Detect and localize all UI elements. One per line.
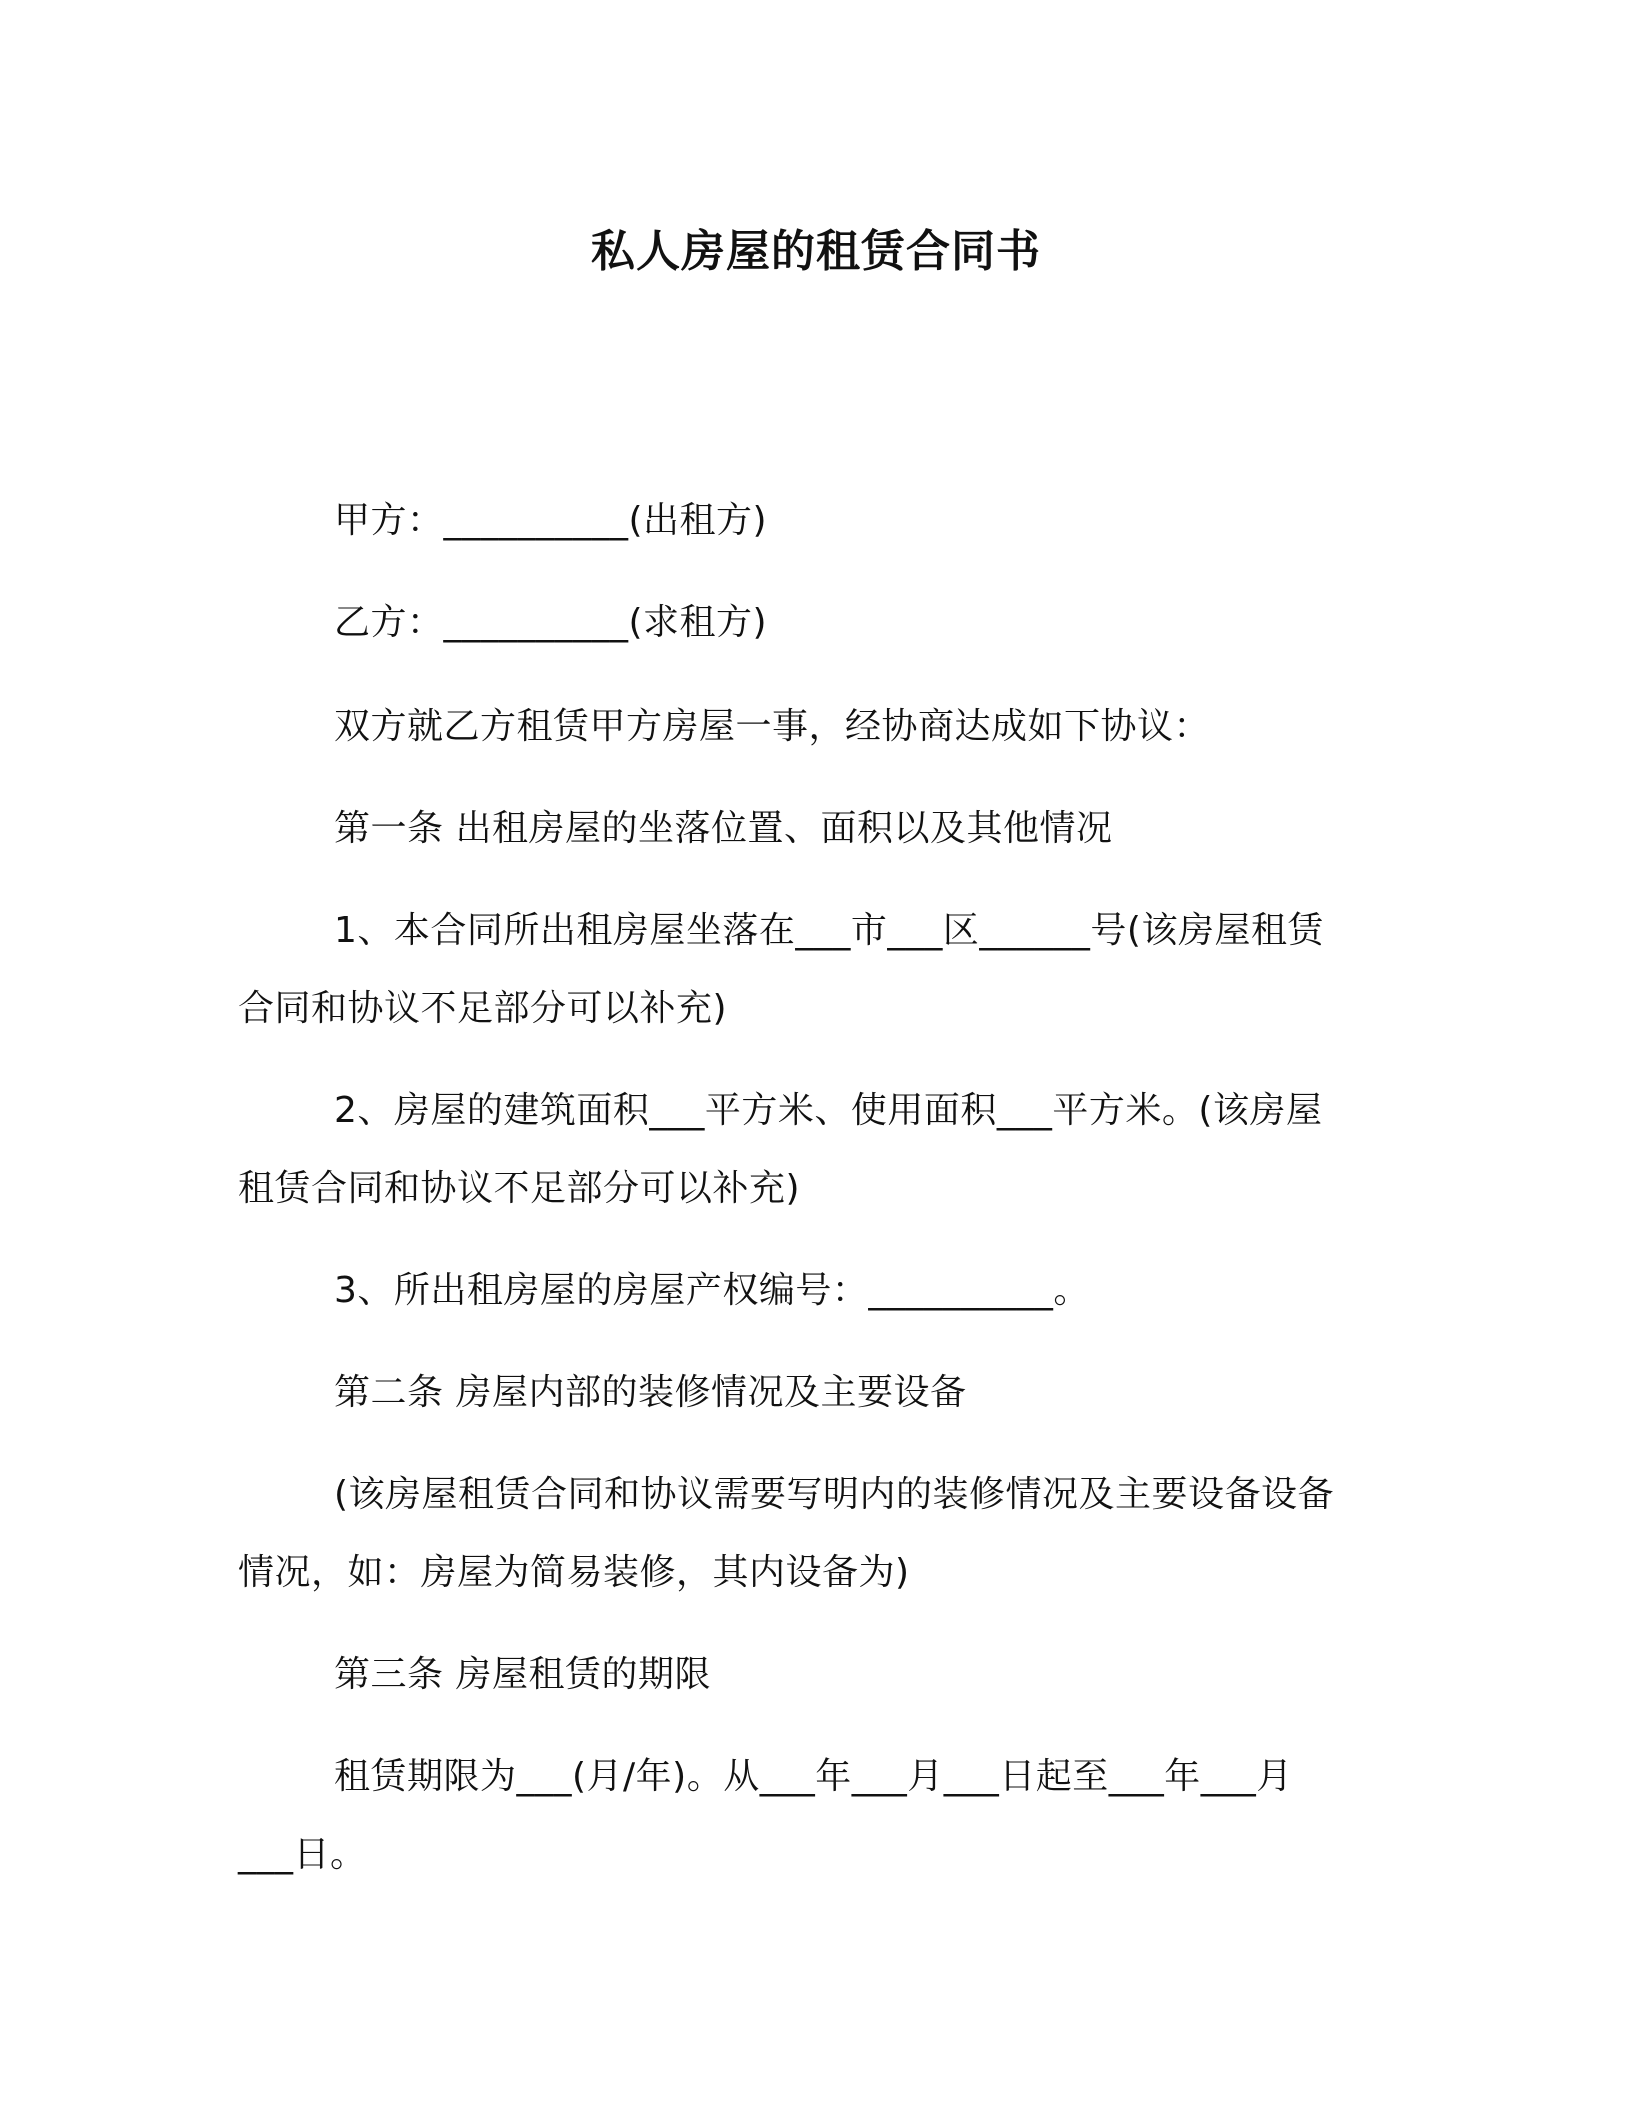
article1-item2-line1: 2、房屋的建筑面积___平方米、使用面积___平方米。(该房屋 [334,1090,1323,1131]
article2-note-line1: (该房屋租赁合同和协议需要写明内的装修情况及主要设备设备 [334,1474,1335,1515]
article1-item1-line2: 合同和协议不足部分可以补充) [238,988,728,1029]
article3-term-line2: ___日。 [238,1834,367,1875]
intro-paragraph: 双方就乙方租赁甲方房屋一事，经协商达成如下协议： [334,706,1211,747]
article2-note-line2: 情况，如：房屋为简易装修，其内设备为) [238,1552,910,1593]
document-title: 私人房屋的租赁合同书 [591,226,1041,277]
article3-term-line1: 租赁期限为___(月/年)。从___年___月___日起至___年___月 [334,1756,1293,1797]
article1-heading: 第一条 出租房屋的坐落位置、面积以及其他情况 [334,808,1113,849]
party-a-line: 甲方：__________(出租方) [334,500,768,541]
article1-item3: 3、所出租房屋的房屋产权编号：__________。 [334,1270,1090,1311]
article1-item1-line1: 1、本合同所出租房屋坐落在___市___区______号(该房屋租赁 [334,910,1324,951]
party-b-line: 乙方：__________(求租方) [334,602,768,643]
article2-heading: 第二条 房屋内部的装修情况及主要设备 [334,1372,967,1413]
article1-item2-line2: 租赁合同和协议不足部分可以补充) [238,1168,801,1209]
article3-heading: 第三条 房屋租赁的期限 [334,1654,711,1695]
